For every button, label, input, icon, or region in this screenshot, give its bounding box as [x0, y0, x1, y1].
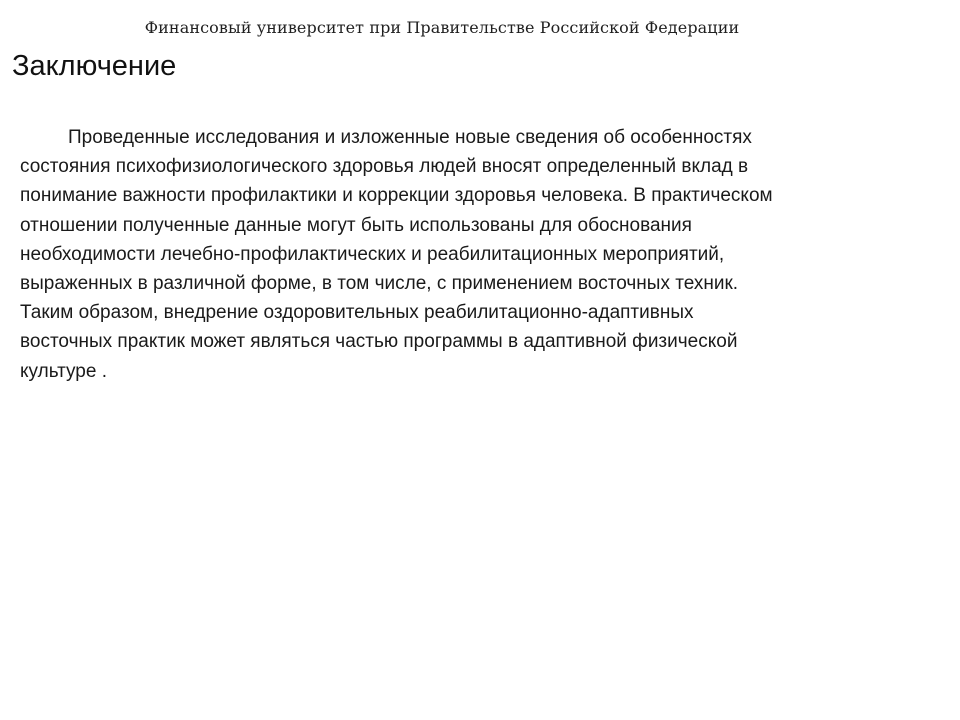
paragraph-line: необходимости лечебно-профилактических и реабилитационных мероприятий, — [20, 243, 725, 265]
page-title: Заключение — [12, 50, 177, 82]
paragraph-line: Проведенные исследования и изложенные новые сведения об особенностях — [68, 127, 752, 148]
paragraph-line: культуре . — [20, 360, 108, 382]
body-paragraph — [20, 123, 940, 386]
paragraph-line: восточных практик может являться частью программы в адаптивной физической — [20, 331, 738, 353]
paragraph-line: отношении полученные данные могут быть использованы для обоснования — [20, 214, 692, 236]
header-organization: Финансовый университет при Правительстве Российской Федерации — [144, 18, 740, 37]
paragraph-line: состояния психофизиологического здоровья людей вносят определенный вклад в — [20, 156, 749, 178]
paragraph-line: выраженных в различной форме, в том числе, с применением восточных техник. — [20, 273, 739, 295]
paragraph-line: Таким образом, внедрение оздоровительных реабилитационно-адаптивных — [20, 302, 694, 324]
paragraph-line: понимание важности профилактики и коррекции здоровья человека. В практическом — [20, 185, 773, 207]
